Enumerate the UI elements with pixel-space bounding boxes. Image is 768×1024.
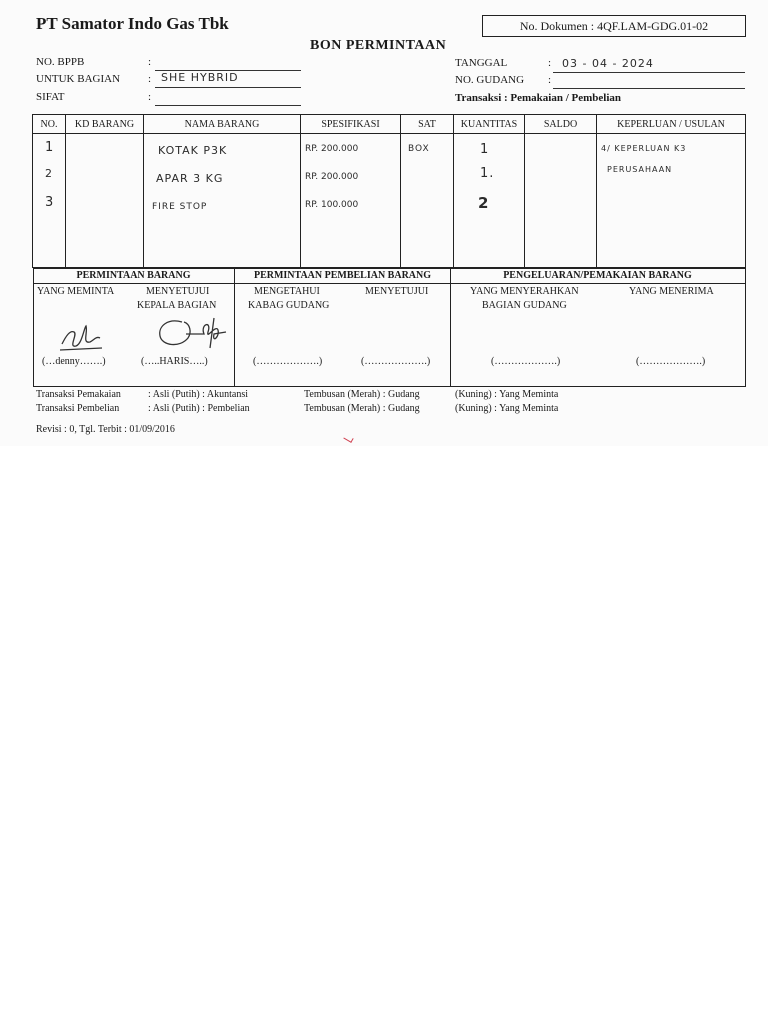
row-3-spesifikasi: RP. 100.000	[305, 200, 359, 210]
table-body	[33, 134, 746, 268]
field-line-tanggal	[553, 72, 745, 73]
keperluan-line-1: 4/ KEPERLUAN K3	[601, 144, 687, 153]
label-bagian-gudang: BAGIAN GUDANG	[482, 300, 567, 311]
row-2-spesifikasi: RP. 200.000	[305, 172, 359, 182]
field-label-sifat: SIFAT	[36, 91, 65, 103]
field-line-no-gudang	[553, 88, 745, 89]
row-1-no: 1	[45, 140, 55, 155]
field-line-untuk-bagian	[155, 87, 301, 88]
cell-spesifikasi	[301, 134, 401, 268]
signature-yang-meminta	[56, 322, 106, 356]
footer-row-2-type: Transaksi Pembelian	[36, 403, 120, 414]
column-header-no: NO.	[33, 115, 66, 134]
signature-line-kepala-bagian: (…..HARIS…..)	[141, 356, 208, 367]
column-header-kd-barang: KD BARANG	[66, 115, 144, 134]
label-mengetahui: MENGETAHUI	[254, 286, 320, 297]
field-label-no-bppb: NO. BPPB	[36, 56, 85, 68]
row-3-nama: FIRE STOP	[152, 202, 208, 212]
row-2-no: 2	[45, 167, 53, 180]
column-header-sat: SAT	[401, 115, 454, 134]
section-header-line	[33, 283, 745, 284]
field-value-untuk-bagian: SHE HYBRID	[161, 71, 239, 84]
cell-no	[33, 134, 66, 268]
form-title: BON PERMINTAAN	[310, 38, 447, 53]
keperluan-line-2: PERUSAHAAN	[607, 165, 673, 174]
label-yang-menerima: YANG MENERIMA	[629, 286, 714, 297]
row-3-kuantitas: 2	[478, 194, 490, 212]
colon: :	[548, 57, 552, 69]
footer-row-1-yellow: (Kuning) : Yang Meminta	[455, 389, 559, 400]
footer-row-1-type: Transaksi Pemakaian	[36, 389, 121, 400]
column-header-keperluan: KEPERLUAN / USULAN	[597, 115, 746, 134]
signature-line-yang-menyerahkan: (……………….)	[491, 356, 561, 367]
signature-line-menyetujui-pembelian: (……………….)	[361, 356, 431, 367]
cell-nama-barang	[144, 134, 301, 268]
row-1-kuantitas: 1	[480, 142, 490, 157]
colon: :	[148, 73, 152, 85]
revision-info: Revisi : 0, Tgl. Terbit : 01/09/2016	[36, 424, 175, 435]
signature-line-yang-meminta: (…denny…….)	[42, 356, 106, 367]
cell-keperluan	[597, 134, 746, 268]
colon: :	[548, 74, 552, 86]
table-header-row	[33, 115, 746, 134]
footer-row-1-original: : Asli (Putih) : Akuntansi	[148, 389, 249, 400]
cell-sat	[401, 134, 454, 268]
label-yang-meminta: YANG MEMINTA	[37, 286, 115, 297]
row-3-no: 3	[45, 195, 55, 210]
label-kepala-bagian: KEPALA BAGIAN	[137, 300, 217, 311]
label-menyetujui-pembelian: MENYETUJUI	[365, 286, 429, 297]
row-2-kuantitas: 1.	[480, 166, 495, 181]
column-header-nama-barang: NAMA BARANG	[144, 115, 301, 134]
section-title-pembelian: PERMINTAAN PEMBELIAN BARANG	[253, 270, 432, 281]
field-line-sifat	[155, 105, 301, 106]
items-table	[32, 114, 746, 268]
section-divider	[450, 268, 451, 386]
section-title-permintaan: PERMINTAAN BARANG	[76, 270, 191, 281]
label-yang-menyerahkan: YANG MENYERAHKAN	[470, 286, 579, 297]
label-menyetujui: MENYETUJUI	[146, 286, 210, 297]
footer-row-1-copy: Tembusan (Merah) : Gudang	[304, 389, 420, 400]
signature-kepala-bagian	[152, 314, 230, 354]
footer-row-2-copy: Tembusan (Merah) : Gudang	[304, 403, 420, 414]
footer-row-2-original: : Asli (Putih) : Pembelian	[148, 403, 250, 414]
signature-line-yang-menerima: (……………….)	[636, 356, 706, 367]
row-1-spesifikasi: RP. 200.000	[305, 144, 359, 154]
row-1-nama: KOTAK P3K	[158, 144, 228, 157]
signature-line-kabag-gudang: (……………….)	[253, 356, 323, 367]
field-label-untuk-bagian: UNTUK BAGIAN	[36, 73, 121, 85]
colon: :	[148, 56, 152, 68]
company-name: PT Samator Indo Gas Tbk	[36, 14, 229, 33]
field-value-tanggal: 03 - 04 - 2024	[562, 57, 654, 70]
section-divider	[234, 268, 235, 386]
column-header-spesifikasi: SPESIFIKASI	[301, 115, 401, 134]
row-1-sat: BOX	[408, 144, 430, 154]
document-number: No. Dokumen : 4QF.LAM-GDG.01-02	[482, 15, 746, 37]
cell-saldo	[525, 134, 597, 268]
row-2-nama: APAR 3 KG	[156, 172, 224, 185]
transaction-type: Transaksi : Pemakaian / Pembelian	[455, 92, 622, 104]
footer-row-2-yellow: (Kuning) : Yang Meminta	[455, 403, 559, 414]
field-label-no-gudang: NO. GUDANG	[455, 74, 525, 86]
cell-kuantitas	[454, 134, 525, 268]
label-kabag-gudang: KABAG GUDANG	[248, 300, 330, 311]
section-title-pengeluaran: PENGELUARAN/PEMAKAIAN BARANG	[503, 270, 692, 281]
field-label-tanggal: TANGGAL	[455, 57, 508, 69]
column-header-kuantitas: KUANTITAS	[454, 115, 525, 134]
colon: :	[148, 91, 152, 103]
column-header-saldo: SALDO	[525, 115, 597, 134]
cell-kd-barang	[66, 134, 144, 268]
